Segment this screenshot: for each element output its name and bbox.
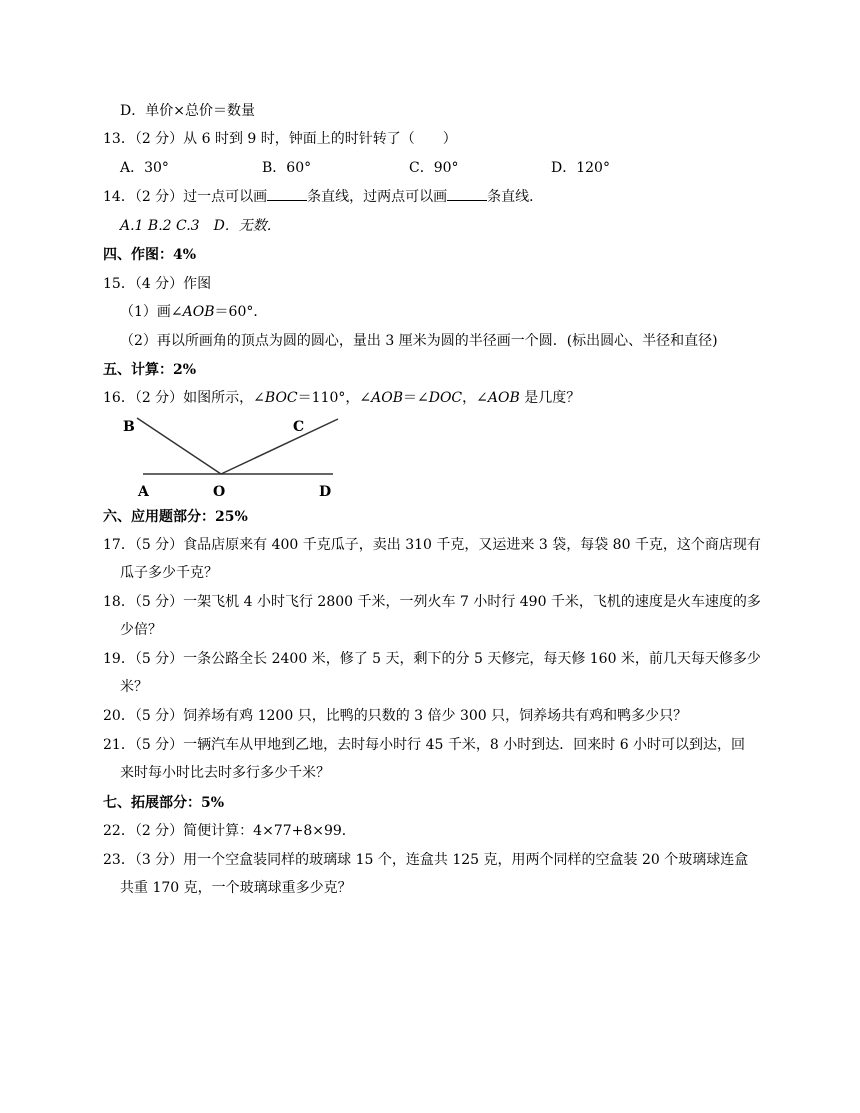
q19-line2: 米？ (120, 679, 148, 695)
q14-part1: 14．（2 分）过一点可以画 (103, 189, 268, 205)
q16-text: 16．（2 分）如图所示，∠ (103, 390, 265, 406)
q16-text: ＝∠ (403, 390, 429, 406)
q16-angle-doc: DOC (428, 390, 463, 406)
answer-blank (447, 187, 487, 201)
q15-sub1 (120, 302, 267, 322)
q16-angle-boc: BOC (264, 390, 298, 406)
q14-stem (103, 187, 543, 207)
q14-part3: 条直线． (487, 189, 544, 205)
q16-angle-aob: AOB (371, 390, 403, 406)
q13-option-d: D．120° (551, 160, 610, 176)
q15-stem: 15．（4 分）作图 (103, 276, 212, 292)
q12-option-d: D．单价×总价＝数量 (120, 103, 255, 119)
q18-line1: 18．（5 分）一架飞机 4 小时飞行 2800 千米，一列火车 7 小时行 490 千米，飞机的速度是火车速度的多 (103, 594, 761, 610)
q18-line2: 少倍？ (120, 622, 162, 638)
q17-line1: 17．（5 分）食品店原来有 400 千克瓜子，卖出 310 千克，又运进来 3 袋，每袋 80 千克，这个商店现有 (103, 537, 761, 553)
q14-part2: 条直线，过两点可以画 (307, 189, 448, 205)
q13-option-c: C．90° (409, 160, 459, 176)
q15-sub1-angle: AOB (182, 304, 215, 320)
q16-stem (103, 388, 580, 408)
section-4-heading: 四、作图：4% (103, 247, 197, 263)
q17-line2: 瓜子多少千克？ (120, 565, 218, 581)
label-d: D (319, 484, 332, 500)
q22: 22．（2 分）简便计算：4×77+8×99． (103, 823, 356, 839)
q14-choices: A.1 B.2 C.3 D．无数． (120, 218, 281, 234)
q15-sub1-post: ＝60°． (214, 304, 268, 320)
q21-line2: 来时每小时比去时多行多少千米？ (120, 765, 330, 781)
q23-line2: 共重 170 克，一个玻璃球重多少克？ (120, 880, 352, 896)
label-a: A (138, 484, 149, 500)
q13-option-a: A．30° (120, 160, 169, 176)
angle-figure (115, 412, 345, 504)
answer-blank (267, 187, 307, 201)
label-c: C (293, 419, 305, 435)
q15-sub1-pre: （1）画∠ (120, 304, 183, 320)
q20: 20．（5 分）饲养场有鸡 1200 只，比鸭的只数的 3 倍少 300 只，饲养场共有鸡和鸭多少只？ (103, 708, 688, 724)
label-o: O (213, 484, 226, 500)
section-5-heading: 五、计算：2% (103, 362, 197, 378)
q16-text: 是几度？ (519, 390, 581, 406)
q23-line1: 23．（3 分）用一个空盒装同样的玻璃球 15 个，连盒共 125 克，用两个同样的空盒装 20 个玻璃球连盒 (103, 852, 749, 868)
ray-oc (221, 419, 338, 474)
ray-ob (137, 418, 221, 474)
q19-line1: 19．（5 分）一条公路全长 2400 米，修了 5 天，剩下的分 5 天修完，每天修 160 米，前几天每天修多少 (103, 651, 761, 667)
q16-text: ＝110°，∠ (297, 390, 372, 406)
q13-option-b: B．60° (262, 160, 312, 176)
section-6-heading: 六、应用题部分：25% (103, 509, 248, 525)
q13-stem: 13．（2 分）从 6 时到 9 时，钟面上的时针转了（ ） (103, 131, 457, 147)
section-7-heading: 七、拓展部分：5% (103, 795, 225, 811)
q15-sub2: （2）再以所画角的顶点为圆的圆心，量出 3 厘米为圆的半径画一个圆．(标出圆心、半径和直径) (120, 333, 718, 349)
q16-angle-aob: AOB (487, 390, 520, 406)
q16-text: ，∠ (462, 390, 488, 406)
q21-line1: 21．（5 分）一辆汽车从甲地到乙地，去时每小时行 45 千米，8 小时到达．回来时 6 小时可以到达，回 (103, 737, 746, 753)
label-b: B (123, 419, 135, 435)
